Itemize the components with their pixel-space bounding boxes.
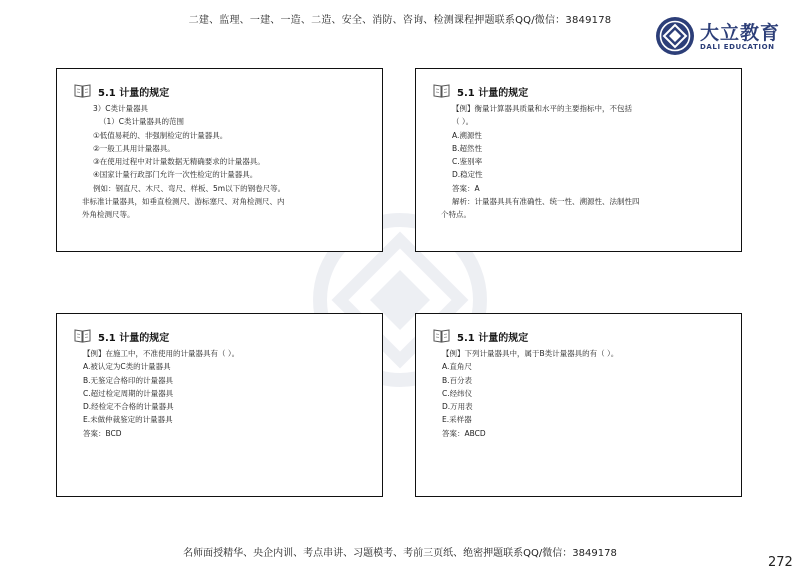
logo-name-en: DALI EDUCATION [700, 43, 775, 51]
text-line: 答案：BCD [83, 428, 122, 438]
text-line: 【例】衡量计算器具质量和水平的主要指标中，不包括 [452, 104, 632, 113]
text-line: A.直角尺 [442, 362, 472, 372]
text-line: B.百分表 [442, 375, 473, 385]
footer-text: 名师面授精华、央企内训、考点串讲、习题模考、考前三页纸、绝密押题联系QQ/微信：3849178 [183, 548, 617, 559]
book-icon [74, 83, 91, 98]
text-line: 例如：钢直尺、木尺、弯尺、样板、5m以下的钢卷尺等。 [93, 183, 286, 193]
panel-body [83, 347, 373, 440]
book-icon [433, 328, 450, 343]
text-line: 解析：计量器具具有准确性、统一性、溯源性、法制性四 [452, 197, 640, 207]
text-line: ②一般工具用计量器具。 [93, 143, 175, 153]
text-line: D.经检定不合格的计量器具 [83, 402, 174, 412]
text-line: D.稳定性 [452, 170, 483, 180]
text-line: B.超然性 [452, 143, 483, 153]
text-line: C.经纬仪 [442, 388, 473, 398]
logo [655, 14, 785, 58]
logo-name-cn: 大立教育 [700, 22, 781, 44]
text-line: 个特点。 [441, 210, 471, 220]
slide-panel-2 [415, 68, 742, 252]
panel-body [83, 102, 373, 222]
text-line: 答案：A [452, 183, 480, 193]
text-line: ③在使用过程中对计量数据无精确要求的计量器具。 [93, 157, 265, 167]
slide-panel-1 [56, 68, 383, 252]
text-line: 【例】在施工中，不准使用的计量器具有（ ）。 [83, 349, 240, 358]
text-line: D.万用表 [442, 402, 473, 412]
text-line: 非标准计量器具，如垂直检测尺、游标塞尺、对角检测尺、内 [82, 197, 285, 207]
panel-title: 5.1 计量的规定 [457, 333, 529, 344]
text-line: 答案：ABCD [442, 428, 486, 438]
panel-body [442, 102, 732, 222]
text-line: 外角检测尺等。 [82, 210, 135, 220]
text-line: E.采样器 [442, 415, 472, 425]
text-line: ①低值易耗的、非强制检定的计量器具。 [93, 130, 228, 140]
slide-panel-3 [56, 313, 383, 497]
panel-body [442, 347, 732, 440]
book-icon [433, 83, 450, 98]
text-line: 【例】下列计量器具中，属于B类计量器具的有（ ）。 [442, 349, 619, 358]
page-number: 272 [768, 555, 793, 570]
text-line: C.鉴别率 [452, 157, 483, 167]
text-line: 3）C类计量器具 [93, 104, 149, 113]
text-line: B.无鉴定合格印的计量器具 [83, 375, 174, 385]
panel-title: 5.1 计量的规定 [457, 88, 529, 99]
dali-logo-icon [655, 16, 695, 56]
book-icon [74, 328, 91, 343]
text-line: （ ）。 [452, 117, 474, 127]
text-line: E.未做仲裁鉴定的计量器具 [83, 415, 173, 425]
slide-panel-4 [415, 313, 742, 497]
text-line: ④国家计量行政部门允许一次性检定的计量器具。 [93, 170, 258, 180]
text-line: A.被认定为C类的计量器具 [83, 362, 171, 372]
text-line: A.溯源性 [452, 130, 482, 140]
panel-title: 5.1 计量的规定 [98, 88, 170, 99]
text-line: C.超过检定周期的计量器具 [83, 388, 174, 398]
panel-title: 5.1 计量的规定 [98, 333, 170, 344]
text-line: （1）C类计量器具的范围 [99, 117, 185, 127]
header-text: 二建、监理、一建、一造、二造、安全、消防、咨询、检测课程押题联系QQ/微信：3849178 [188, 15, 612, 26]
